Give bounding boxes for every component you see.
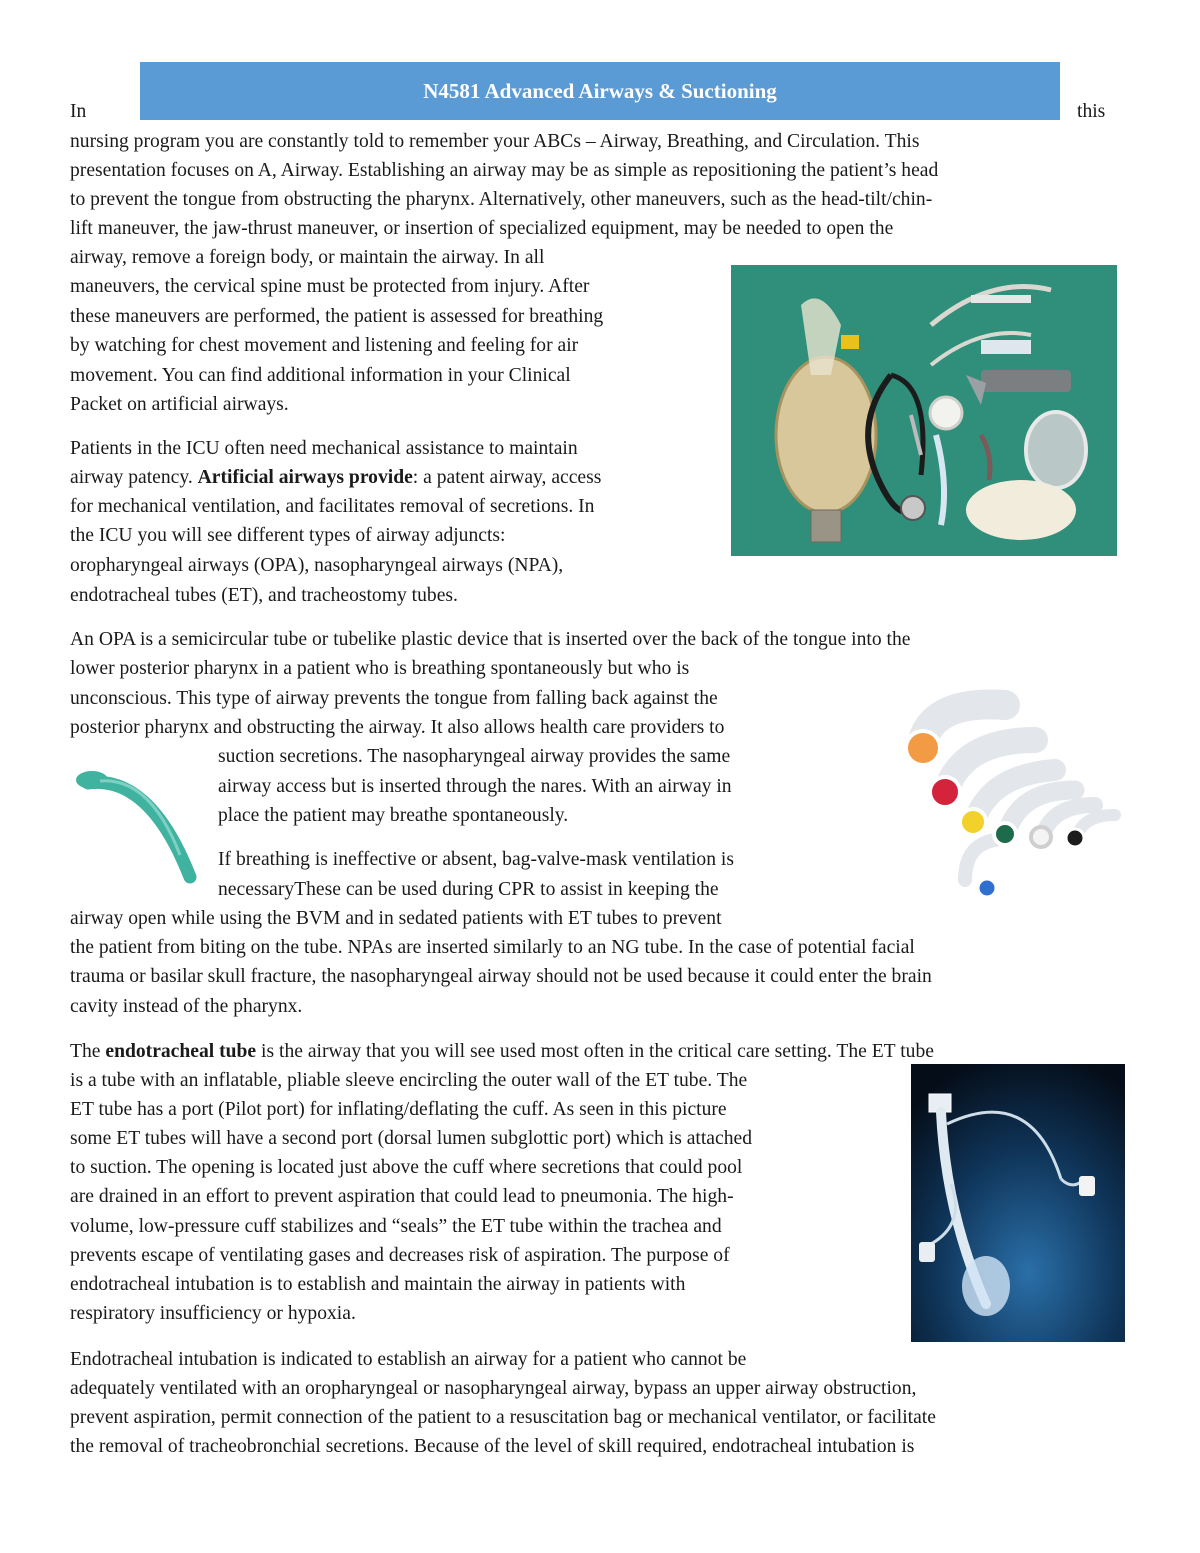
intro-line: Packet on artificial airways. <box>70 394 289 415</box>
icu-line: oropharyngeal airways (OPA), nasopharyngeal airways (NPA), <box>70 555 564 576</box>
opa-line: airway open while using the BVM and in sedated patients with ET tubes to prevent <box>70 908 722 929</box>
et-line <box>70 1037 934 1066</box>
et-line: are drained in an effort to prevent aspiration that could lead to pneumonia. The high- <box>70 1186 734 1207</box>
opa-yellow-icon <box>960 809 986 835</box>
et-line: respiratory insufficiency or hypoxia. <box>70 1303 356 1324</box>
et-line: is a tube with an inflatable, pliable sleeve encircling the outer wall of the ET tube. The <box>70 1070 748 1091</box>
opa-red-icon <box>930 777 960 807</box>
opa-line: If breathing is ineffective or absent, bag-valve-mask ventilation is <box>218 849 734 870</box>
opa-line: posterior pharynx and obstructing the airway. It also allows health care providers to <box>70 717 725 738</box>
et-line: ET tube has a port (Pilot port) for inflating/deflating the cuff. As seen in this picture <box>70 1099 727 1120</box>
intubation-line: Endotracheal intubation is indicated to establish an airway for a patient who cannot be <box>70 1349 747 1370</box>
opa-set-illustration <box>895 670 1127 910</box>
endotracheal-tube-photo <box>911 1064 1125 1342</box>
intro-line: maneuvers, the cervical spine must be protected from injury. After <box>70 276 590 297</box>
intro-word-this: this <box>1077 101 1106 122</box>
intro-line: movement. You can find additional information in your Clinical <box>70 365 571 386</box>
icu-text: : a patent airway, access <box>412 467 602 488</box>
et-line: to suction. The opening is located just above the cuff where secretions that could pool <box>70 1157 743 1178</box>
bag-valve-icon <box>776 357 876 513</box>
oropharyngeal-airways-photo <box>895 670 1127 910</box>
et-bold-term: endotracheal tube <box>105 1041 257 1062</box>
nasopharyngeal-airway-photo <box>70 765 200 890</box>
et-line: endotracheal intubation is to establish and maintain the airway in patients with <box>70 1274 686 1295</box>
npa-illustration <box>70 765 200 890</box>
face-mask-icon <box>1026 412 1086 488</box>
opa-white-icon <box>1031 827 1051 847</box>
et-text: is the airway that you will see used most often in the critical care setting. The ET tube <box>256 1041 934 1062</box>
intubation-line: the removal of tracheobronchial secretions. Because of the level of skill required, endotracheal intubation is <box>70 1436 915 1457</box>
icu-line <box>70 463 601 492</box>
intro-line: to prevent the tongue from obstructing the pharynx. Alternatively, other maneuvers, such as the head-tilt/chin- <box>70 189 933 210</box>
icu-text: airway patency. <box>70 467 198 488</box>
opa-green-icon <box>994 823 1016 845</box>
intro-word-in: In <box>70 101 87 122</box>
opa-line: necessaryThese can be used during CPR to assist in keeping the <box>218 879 719 900</box>
opa-line: unconscious. This type of airway prevents the tongue from falling back against the <box>70 688 718 709</box>
icu-line: Patients in the ICU often need mechanical assistance to maintain <box>70 438 578 459</box>
gloves-icon <box>966 480 1076 540</box>
airway-equipment-illustration <box>731 265 1117 556</box>
icu-line: for mechanical ventilation, and facilitates removal of secretions. In <box>70 496 595 517</box>
opa-line: place the patient may breathe spontaneously. <box>218 805 569 826</box>
opa-line: suction secretions. The nasopharyngeal airway provides the same <box>218 746 731 767</box>
et-tube-illustration <box>911 1064 1125 1342</box>
intro-line: nursing program you are constantly told to remember your ABCs – Airway, Breathing, and Circulation. This <box>70 131 920 152</box>
intro-line: by watching for chest movement and listening and feeling for air <box>70 335 579 356</box>
opa-black-icon <box>1066 829 1084 847</box>
et-line: some ET tubes will have a second port (dorsal lumen subglottic port) which is attached <box>70 1128 752 1149</box>
opa-line: An OPA is a semicircular tube or tubelike plastic device that is inserted over the back of the tongue into the <box>70 629 911 650</box>
icu-bold-term: Artificial airways provide <box>197 467 413 488</box>
et-text: The <box>70 1041 106 1062</box>
intro-line: airway, remove a foreign body, or maintain the airway. In all <box>70 247 545 268</box>
opa-line: trauma or basilar skull fracture, the nasopharyngeal airway should not be used because it could enter the brain <box>70 966 932 987</box>
et-cuff-icon <box>962 1256 1010 1316</box>
opa-line: the patient from biting on the tube. NPAs are inserted similarly to an NG tube. In the case of potential facial <box>70 937 915 958</box>
icu-line: endotracheal tubes (ET), and tracheostomy tubes. <box>70 585 458 606</box>
intro-line: these maneuvers are performed, the patient is assessed for breathing <box>70 306 604 327</box>
icu-line: the ICU you will see different types of airway adjuncts: <box>70 525 506 546</box>
opa-line: lower posterior pharynx in a patient who is breathing spontaneously but who is <box>70 658 690 679</box>
intubation-line: adequately ventilated with an oropharyngeal or nasopharyngeal airway, bypass an upper airway obstruction, <box>70 1378 917 1399</box>
opa-orange-icon <box>906 731 940 765</box>
laryngoscope-icon <box>981 370 1071 392</box>
opa-line: airway access but is inserted through the nares. With an airway in <box>218 776 732 797</box>
et-line: prevents escape of ventilating gases and decreases risk of aspiration. The purpose of <box>70 1245 730 1266</box>
et-line: volume, low-pressure cuff stabilizes and “seals” the ET tube within the trachea and <box>70 1216 722 1237</box>
page-title-banner <box>140 62 1060 120</box>
intubation-line: prevent aspiration, permit connection of the patient to a resuscitation bag or mechanical ventilator, or facilitate <box>70 1407 936 1428</box>
et-photo-credit <box>958 1343 1078 1349</box>
intro-line: lift maneuver, the jaw-thrust maneuver, or insertion of specialized equipment, may be needed to open the <box>70 218 894 239</box>
airway-equipment-photo <box>731 265 1117 556</box>
opa-blue-icon <box>978 879 996 897</box>
page-title: N4581 Advanced Airways & Suctioning <box>423 79 777 103</box>
opa-line: cavity instead of the pharynx. <box>70 996 303 1017</box>
intro-line: presentation focuses on A, Airway. Establishing an airway may be as simple as repositioning the patient’s head <box>70 160 939 181</box>
